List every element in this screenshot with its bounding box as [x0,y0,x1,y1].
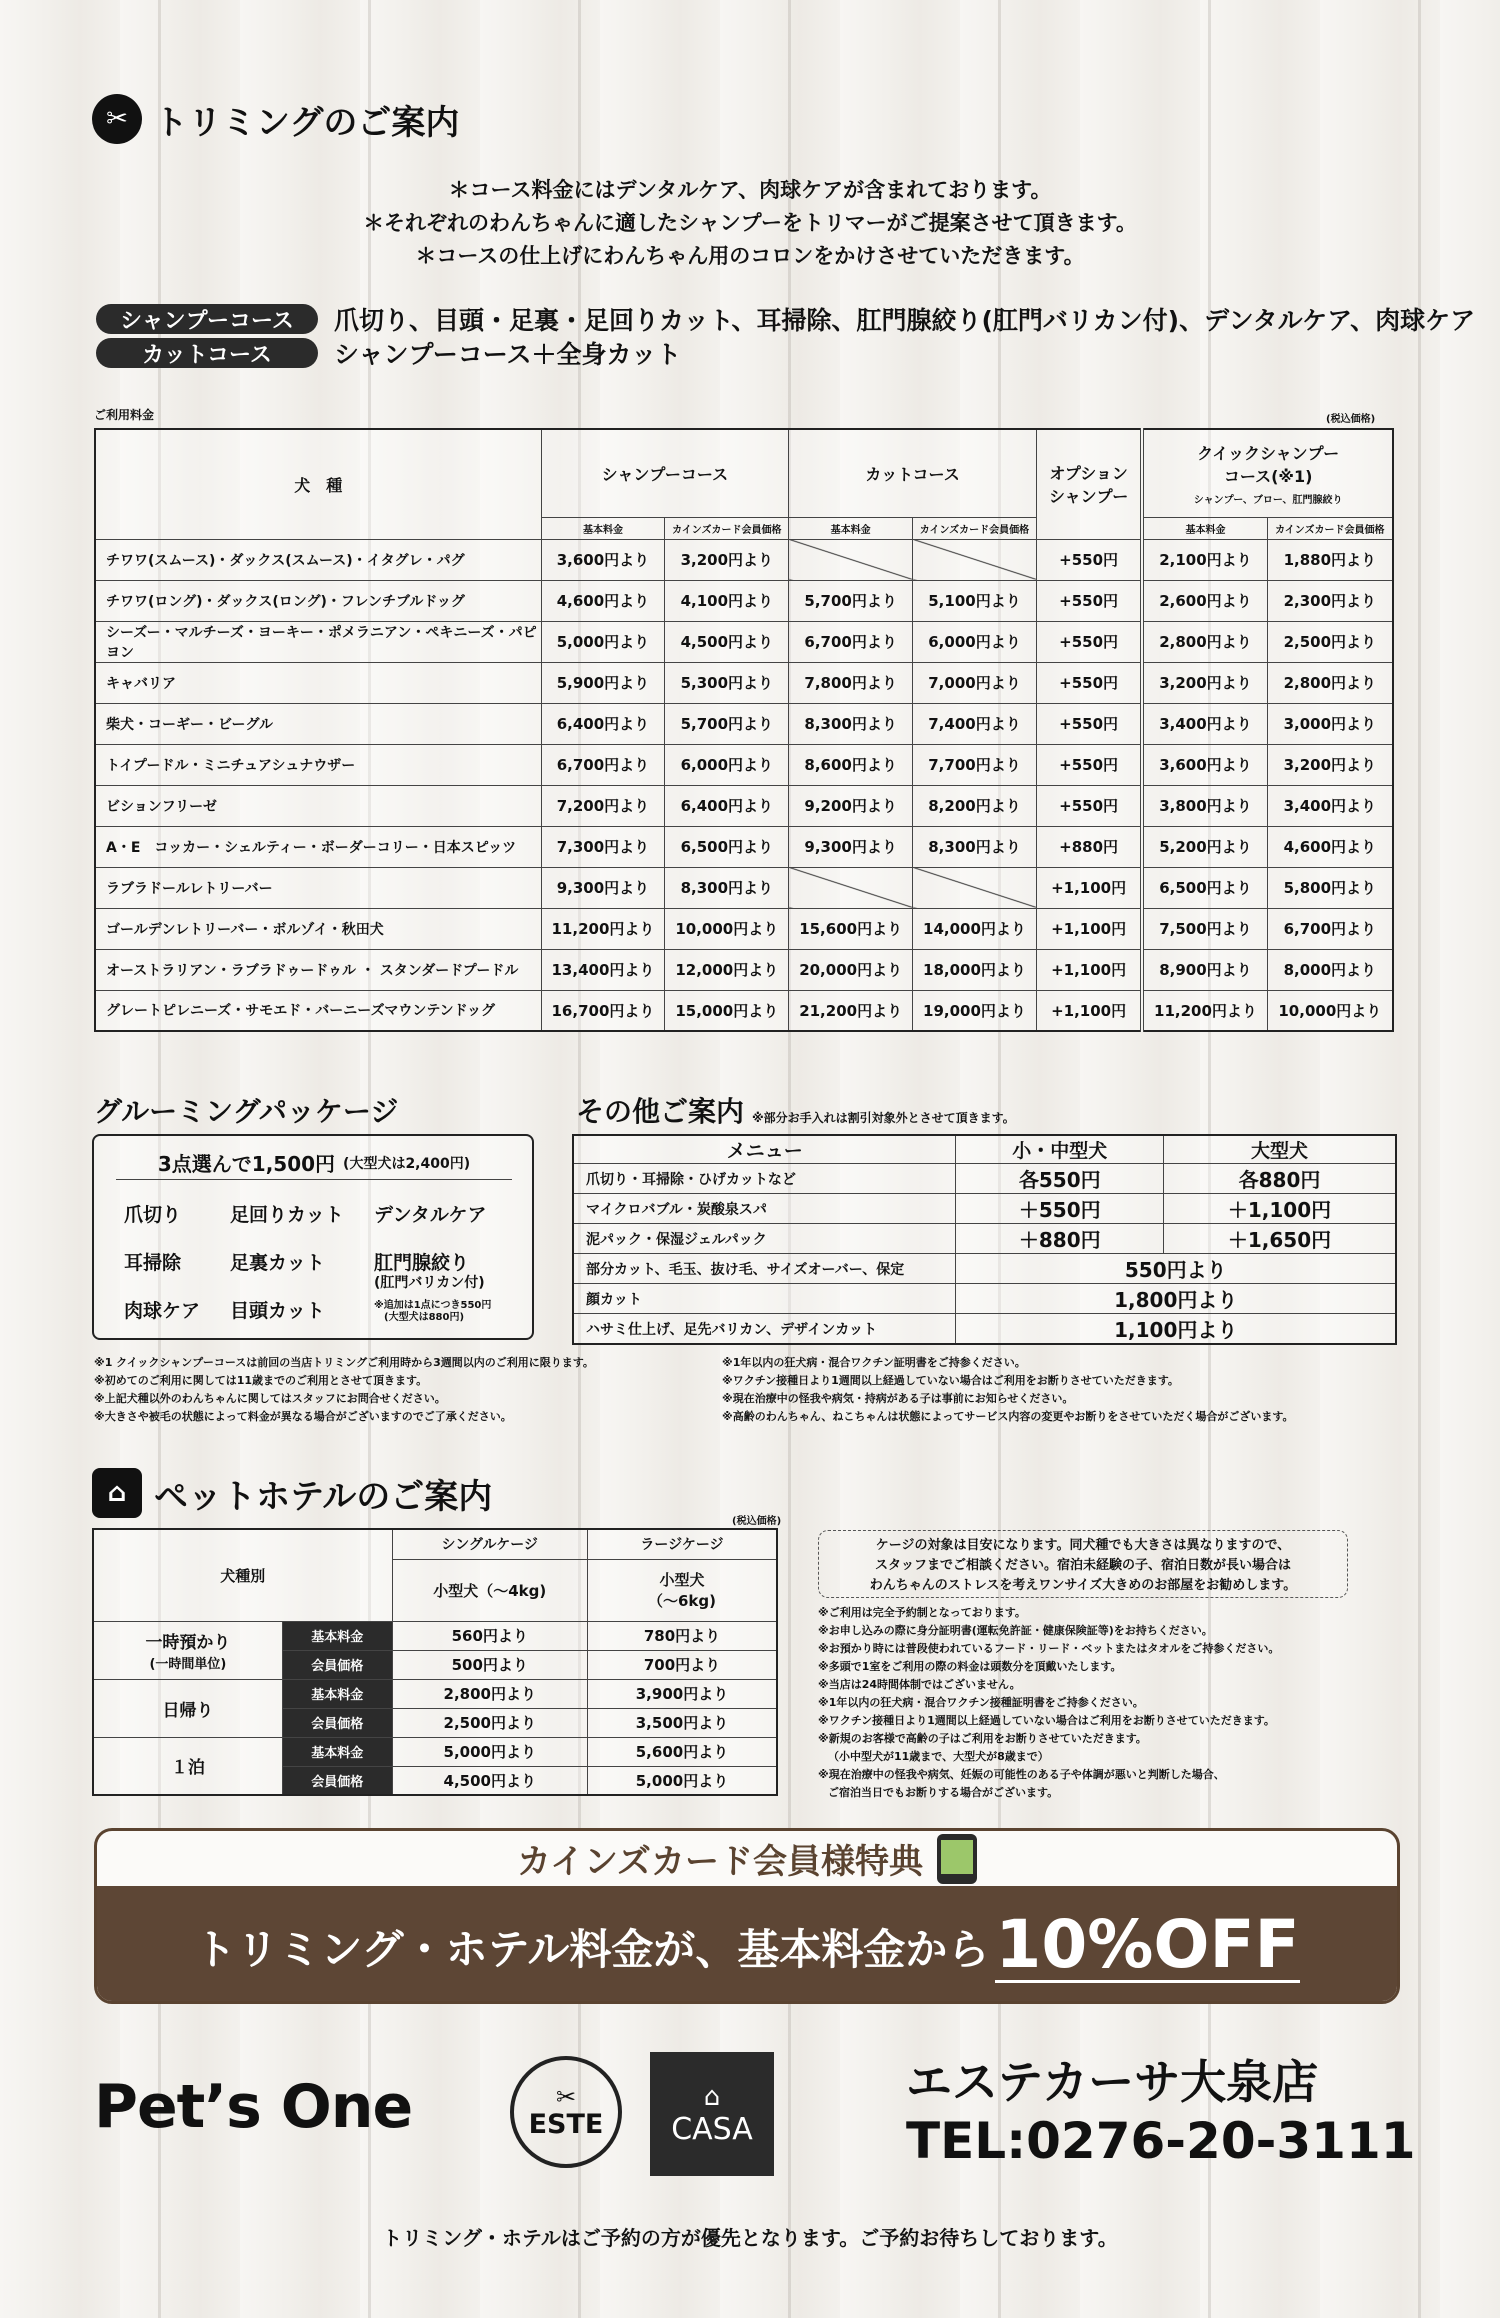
other-menu: 爪切り・耳掃除・ひげカットなど [573,1164,956,1194]
not-available-cell [789,539,913,580]
price-cell: 6,700円より [1267,908,1393,949]
note-line: ※高齢のわんちゃん、ねこちゃんは状態によってサービス内容の変更やお断りをさせていただく場合がございます。 [722,1410,1294,1423]
header-member: カインズカード会員価格 [913,517,1037,539]
price-cell: +1,100円 [1036,990,1142,1031]
hotel-price: 3,900円より [587,1679,777,1708]
hotel-header-breed: 犬種別 [93,1529,392,1621]
store-name: エステカーサ大泉店 [906,2055,1319,2109]
grooming-extra-line: (大型犬は880円) [384,1312,465,1323]
price-cell: +1,100円 [1036,949,1142,990]
price-cell: +550円 [1036,744,1142,785]
other-menu: マイクロバブル・炭酸泉スパ [573,1194,956,1224]
price-cell: 4,600円より [1267,826,1393,867]
price-row [95,539,1393,580]
course-label: シャンプーコース [96,304,318,334]
price-cell: 7,400円より [913,703,1037,744]
price-cell: 8,300円より [789,703,913,744]
price-cell: 9,300円より [789,826,913,867]
grooming-item: 肛門腺絞り [374,1252,470,1274]
breed-name: チワワ(ロング)・ダックス(ロング)・フレンチブルドッグ [95,580,541,621]
price-cell: +550円 [1036,662,1142,703]
hotel-note: ※現在治療中の怪我や病気、妊娠の可能性のある子や体調が悪いと判断した場合、 [818,1768,1225,1781]
breed-name: オーストラリアン・ラブラドゥードゥル ・ スタンダードプードル [95,949,541,990]
scissors-icon: ✂ [92,94,142,144]
breed-name: 柴犬・コーギー・ビーグル [95,703,541,744]
other-price: ＋1,650円 [1163,1224,1396,1254]
price-row [95,908,1393,949]
price-cell: 7,000円より [913,662,1037,703]
este-logo [510,2056,622,2168]
other-menu: 泥パック・保湿ジェルパック [573,1224,956,1254]
price-cell: 21,200円より [789,990,913,1031]
price-cell: 14,000円より [913,908,1037,949]
other-title [576,1090,1015,1130]
este-logo-text: ESTE [528,2108,604,2140]
header-member: カインズカード会員価格 [1267,517,1393,539]
price-cell: 3,400円より [1267,785,1393,826]
casa-logo-text: CASA [671,2111,753,2147]
price-cell: 16,700円より [541,990,665,1031]
price-cell: +550円 [1036,785,1142,826]
price-cell: 12,000円より [665,949,789,990]
other-price: 550円より [956,1254,1396,1284]
breed-name: トイプードル・ミニチュアシュナウザー [95,744,541,785]
member-price-label: 会員価格 [282,1708,392,1737]
price-cell: 8,900円より [1142,949,1267,990]
hotel-notes [818,1604,1279,1802]
grooming-item: 耳掃除 [124,1252,182,1274]
hotel-price: 5,600円より [587,1737,777,1766]
benefit-title: カインズカード会員様特典 [517,1842,923,1882]
price-cell: 11,200円より [541,908,665,949]
price-cell: 6,700円より [541,744,665,785]
price-cell: 8,000円より [1267,949,1393,990]
hotel-info-line: わんちゃんのストレスを考えワンサイズ大きめのお部屋をお勧めします。 [869,1578,1297,1593]
hotel-note: ※1年以内の狂犬病・混合ワクチン接種証明書をご持参ください。 [818,1696,1144,1709]
price-cell: 6,500円より [665,826,789,867]
header-basic: 基本料金 [789,517,913,539]
grooming-price: 3点選んで1,500円 [157,1152,336,1176]
price-cell: 4,500円より [665,621,789,662]
breed-name: チワワ(スムース)・ダックス(スムース)・イタグレ・パグ [95,539,541,580]
basic-price-label: 基本料金 [282,1621,392,1650]
hotel-service-label: １泊 [170,1758,205,1779]
other-note: ※部分お手入れは割引対象外とさせて頂きます。 [752,1111,1015,1125]
hotel-header-large: ラージケージ [587,1529,777,1559]
notes-right [722,1354,1293,1426]
header-member: カインズカード会員価格 [665,517,789,539]
casa-logo [650,2052,774,2176]
other-menu: 部分カット、毛玉、抜け毛、サイズオーバー、保定 [573,1254,956,1284]
grooming-item: 爪切り [124,1204,182,1226]
hotel-large-size [587,1559,777,1621]
breed-name: グレートピレニーズ・サモエド・バーニーズマウンテンドッグ [95,990,541,1031]
breed-name: シーズー・マルチーズ・ヨーキー・ポメラニアン・ペキニーズ・パピヨン [95,621,541,662]
petsone-logo: Pet’s One [94,2072,413,2142]
hotel-note: ※当店は24時間体制ではございません。 [818,1678,1021,1691]
hotel-info-line: スタッフまでご相談ください。宿泊未経験の子、宿泊日数が長い場合は [874,1558,1291,1573]
price-cell: 5,900円より [541,662,665,703]
tax-label: (税込価格) [1326,414,1376,425]
member-price-label: 会員価格 [282,1650,392,1679]
hotel-price: 2,500円より [392,1708,587,1737]
grooming-extra [374,1300,491,1324]
price-cell: 9,300円より [541,867,665,908]
other-menu: ハサミ仕上げ、足先バリカン、デザインカット [573,1314,956,1345]
price-row [95,826,1393,867]
header-basic: 基本料金 [541,517,665,539]
other-price: 1,100円より [956,1314,1396,1345]
hotel-single-size: 小型犬（～4kg) [392,1559,587,1621]
suitcase-icon: ⌂ [703,2081,721,2112]
hotel-title-text: ペットホテルのご案内 [154,1476,493,1517]
price-row [95,990,1393,1031]
price-cell: 5,200円より [1142,826,1267,867]
hotel-service-sub: (一時間単位) [149,1657,227,1672]
trimming-note: ＊コースの仕上げにわんちゃん用のコロンをかけさせていただきます。 [415,244,1085,268]
note-line: ※ワクチン接種日より1週間以上経過していない場合はご利用をお断りさせていただきます。 [722,1374,1179,1387]
header-quick-line2: コース(※1) [1223,466,1313,486]
footer-message: トリミング・ホテルはご予約の方が優先となります。ご予約お待ちしております。 [382,2226,1118,2250]
price-cell: 15,000円より [665,990,789,1031]
note-line: ※初めてのご利用に関しては11歳までのご利用とさせて頂きます。 [94,1374,428,1387]
basic-price-label: 基本料金 [282,1737,392,1766]
price-cell: 3,200円より [1267,744,1393,785]
course-desc: シャンプーコース＋全身カット [334,340,682,369]
grooming-extra-line: ※追加は1点につき550円 [374,1300,492,1311]
price-row [95,949,1393,990]
breed-name: ビションフリーゼ [95,785,541,826]
breed-name: キャバリア [95,662,541,703]
basic-price-label: 基本料金 [282,1679,392,1708]
price-cell: 5,100円より [913,580,1037,621]
breed-name: ラブラドールレトリーバー [95,867,541,908]
grooming-item: 足回りカット [230,1204,344,1226]
other-header-small: 小・中型犬 [956,1135,1164,1164]
price-cell: 10,000円より [1267,990,1393,1031]
price-cell: 7,200円より [541,785,665,826]
price-cell: 4,100円より [665,580,789,621]
hotel-note: ご宿泊当日でもお断りする場合がございます。 [828,1786,1059,1799]
notes-left [94,1354,594,1426]
hotel-title [92,1468,492,1518]
price-cell: 18,000円より [913,949,1037,990]
other-header-large: 大型犬 [1163,1135,1396,1164]
hotel-price: 560円より [392,1621,587,1650]
price-row [95,703,1393,744]
hotel-price: 500円より [392,1650,587,1679]
benefit-text-row [97,1886,1397,2004]
price-cell: 3,000円より [1267,703,1393,744]
price-cell: 2,500円より [1267,621,1393,662]
price-cell: 6,500円より [1142,867,1267,908]
hotel-tax-label: (税込価格) [732,1516,782,1527]
price-cell: 6,000円より [665,744,789,785]
hotel-note: ※ワクチン接種日より1週間以上経過していない場合はご利用をお断りさせていただきます。 [818,1714,1275,1727]
other-price: ＋1,100円 [1163,1194,1396,1224]
hotel-price: 780円より [587,1621,777,1650]
note-line: ※上記犬種以外のわんちゃんに関してはスタッフにお問合せください。 [94,1392,446,1405]
store-tel: TEL:0276-20-3111 [906,2112,1416,2170]
phone-card-icon [937,1834,977,1884]
price-cell: 6,400円より [541,703,665,744]
price-cell: 3,800円より [1142,785,1267,826]
not-available-cell [913,867,1037,908]
other-row [573,1164,1396,1194]
grooming-item: 足裏カット [230,1252,325,1274]
grooming-title: グルーミングパッケージ [94,1095,399,1128]
price-cell: 5,800円より [1267,867,1393,908]
note-line: ※大きさや被毛の状態によって料金が異なる場合がございますのでご了承ください。 [94,1410,512,1423]
header-breed: 犬 種 [95,429,541,539]
benefit-text: トリミング・ホテル料金が、基本料金から [194,1924,990,1974]
price-cell: 2,300円より [1267,580,1393,621]
price-row [95,867,1393,908]
price-cell: 2,800円より [1267,662,1393,703]
breed-name: ゴールデンレトリーバー・ボルゾイ・秋田犬 [95,908,541,949]
other-price: 各880円 [1163,1164,1396,1194]
hotel-large-size-line2: （～6kg) [647,1592,716,1610]
hotel-info-line: ケージの対象は目安になります。同犬種でも大きさは異なりますので、 [875,1538,1291,1553]
other-header-menu: メニュー [573,1135,956,1164]
hotel-info-box [818,1530,1348,1598]
hotel-price: 700円より [587,1650,777,1679]
grooming-item-sub: (肛門バリカン付) [374,1275,485,1291]
trimming-price-table [94,428,1394,1032]
price-cell: 8,600円より [789,744,913,785]
price-row [95,662,1393,703]
grooming-box [92,1134,534,1340]
course-row-cut [96,336,1475,370]
other-row [573,1284,1396,1314]
price-cell: 5,000円より [541,621,665,662]
price-cell: +1,100円 [1036,908,1142,949]
price-cell: 3,200円より [1142,662,1267,703]
price-cell: 8,200円より [913,785,1037,826]
price-cell: 3,200円より [665,539,789,580]
breed-name: A・E コッカー・シェルティー・ボーダーコリー・日本スピッツ [95,826,541,867]
other-table [572,1134,1397,1345]
price-cell: +550円 [1036,703,1142,744]
course-desc: 爪切り、目頭・足裏・足回りカット、耳掃除、肛門腺絞り(肛門バリカン付)、デンタルケア、肉球ケア [334,306,1476,335]
hotel-table [92,1528,778,1796]
price-cell: 2,800円より [1142,621,1267,662]
header-quick [1142,429,1393,517]
hotel-service-name [93,1679,282,1737]
hotel-service-name [93,1621,282,1679]
price-cell: 5,300円より [665,662,789,703]
price-cell: 7,700円より [913,744,1037,785]
not-available-cell [913,539,1037,580]
note-line: ※現在治療中の怪我や病気・持病がある子は事前にお知らせください。 [722,1392,1074,1405]
price-cell: 2,600円より [1142,580,1267,621]
hotel-note: ※お申し込みの際に身分証明書(運転免許証・健康保険証等)をお持ちください。 [818,1624,1213,1637]
hotel-service-label: 一時預かり [145,1633,231,1653]
price-cell: 6,000円より [913,621,1037,662]
header-basic: 基本料金 [1142,517,1267,539]
price-cell: 9,200円より [789,785,913,826]
hotel-header-single: シングルケージ [392,1529,587,1559]
hotel-note: ※新規のお客様で高齢の子はご利用をお断りさせていただきます。 [818,1732,1147,1745]
price-cell: 8,300円より [665,867,789,908]
course-row-shampoo [96,302,1475,336]
other-price: 1,800円より [956,1284,1396,1314]
price-cell: 15,600円より [789,908,913,949]
price-cell: 10,000円より [665,908,789,949]
other-menu: 顔カット [573,1284,956,1314]
trimming-title [92,94,459,144]
other-price: ＋550円 [956,1194,1164,1224]
price-cell: 1,880円より [1267,539,1393,580]
price-cell: 20,000円より [789,949,913,990]
benefit-title-row [97,1831,1397,1886]
price-cell: 7,300円より [541,826,665,867]
note-line: ※1年以内の狂犬病・混合ワクチン証明書をご持参ください。 [722,1356,1026,1369]
trimming-title-text: トリミングのご案内 [154,102,460,143]
not-available-cell [789,867,913,908]
course-label: カットコース [96,338,318,368]
scissors-icon: ✂ [555,2082,577,2111]
price-cell: +550円 [1036,580,1142,621]
price-row [95,621,1393,662]
price-cell: 5,700円より [665,703,789,744]
hotel-price: 5,000円より [587,1766,777,1795]
grooming-item: デンタルケア [374,1204,487,1226]
suitcase-icon: ⌂ [92,1468,142,1518]
header-quick-sub: シャンプー、ブロー、肛門腺絞り [1193,494,1343,506]
other-row [573,1314,1396,1345]
price-cell: 7,500円より [1142,908,1267,949]
hotel-large-size-line1: 小型犬 [659,1571,705,1589]
hotel-price: 5,000円より [392,1737,587,1766]
hotel-service-name [93,1737,282,1795]
hotel-note: ※ご利用は完全予約制となっております。 [818,1606,1026,1619]
price-cell: 7,800円より [789,662,913,703]
price-cell: 19,000円より [913,990,1037,1031]
other-price: ＋880円 [956,1224,1164,1254]
grooming-headline [116,1146,512,1180]
grooming-item: 肉球ケア [124,1300,201,1322]
hotel-row [93,1679,777,1708]
price-cell: 3,600円より [541,539,665,580]
header-cut: カットコース [789,429,1037,517]
member-price-label: 会員価格 [282,1766,392,1795]
grooming-item: 目頭カット [230,1300,325,1322]
usage-label: ご利用料金 [94,408,155,422]
price-cell: +550円 [1036,539,1142,580]
price-cell: 2,100円より [1142,539,1267,580]
price-row [95,580,1393,621]
price-cell: 3,600円より [1142,744,1267,785]
hotel-note: ※多頭で1室をご利用の際の料金は頭数分を頂戴いたします。 [818,1660,1122,1673]
course-list [96,302,1475,370]
price-cell: 4,600円より [541,580,665,621]
price-cell: 6,700円より [789,621,913,662]
benefit-banner [94,1828,1400,2004]
benefit-discount: 10%OFF [995,1906,1300,1983]
price-cell: 6,400円より [665,785,789,826]
hotel-row [93,1737,777,1766]
header-shampoo: シャンプーコース [541,429,789,517]
header-quick-line1: クイックシャンプー [1197,443,1340,463]
hotel-service-label: 日帰り [162,1700,214,1721]
other-row [573,1194,1396,1224]
price-cell: 11,200円より [1142,990,1267,1031]
hotel-price: 4,500円より [392,1766,587,1795]
note-line: ※1 クイックシャンプーコースは前回の当店トリミングご利用時から3週間以内のご利用に限ります。 [94,1356,594,1369]
price-cell: 13,400円より [541,949,665,990]
price-cell: +1,100円 [1036,867,1142,908]
price-row [95,785,1393,826]
hotel-price: 2,800円より [392,1679,587,1708]
hotel-note: ※お預かり時には普段使われているフード・リード・ベットまたはタオルをご持参ください。 [818,1642,1280,1655]
trimming-notes [0,174,1500,273]
price-row [95,744,1393,785]
grooming-price-note: (大型犬は2,400円) [343,1155,471,1172]
hotel-row [93,1621,777,1650]
hotel-note: （小中型犬が11歳まで、大型犬が8歳まで） [828,1750,1049,1763]
other-price: 各550円 [956,1164,1164,1194]
price-cell: 5,700円より [789,580,913,621]
price-cell: 3,400円より [1142,703,1267,744]
hotel-price: 3,500円より [587,1708,777,1737]
price-cell: 8,300円より [913,826,1037,867]
trimming-note: ＊それぞれのわんちゃんに適したシャンプーをトリマーがご提案させて頂きます。 [363,211,1137,235]
trimming-note: ＊コース料金にはデンタルケア、肉球ケアが含まれております。 [448,178,1052,202]
other-row [573,1224,1396,1254]
price-cell: +880円 [1036,826,1142,867]
other-title-text: その他ご案内 [576,1095,745,1128]
other-row [573,1254,1396,1284]
price-cell: +550円 [1036,621,1142,662]
header-option: オプション シャンプー [1036,429,1142,539]
